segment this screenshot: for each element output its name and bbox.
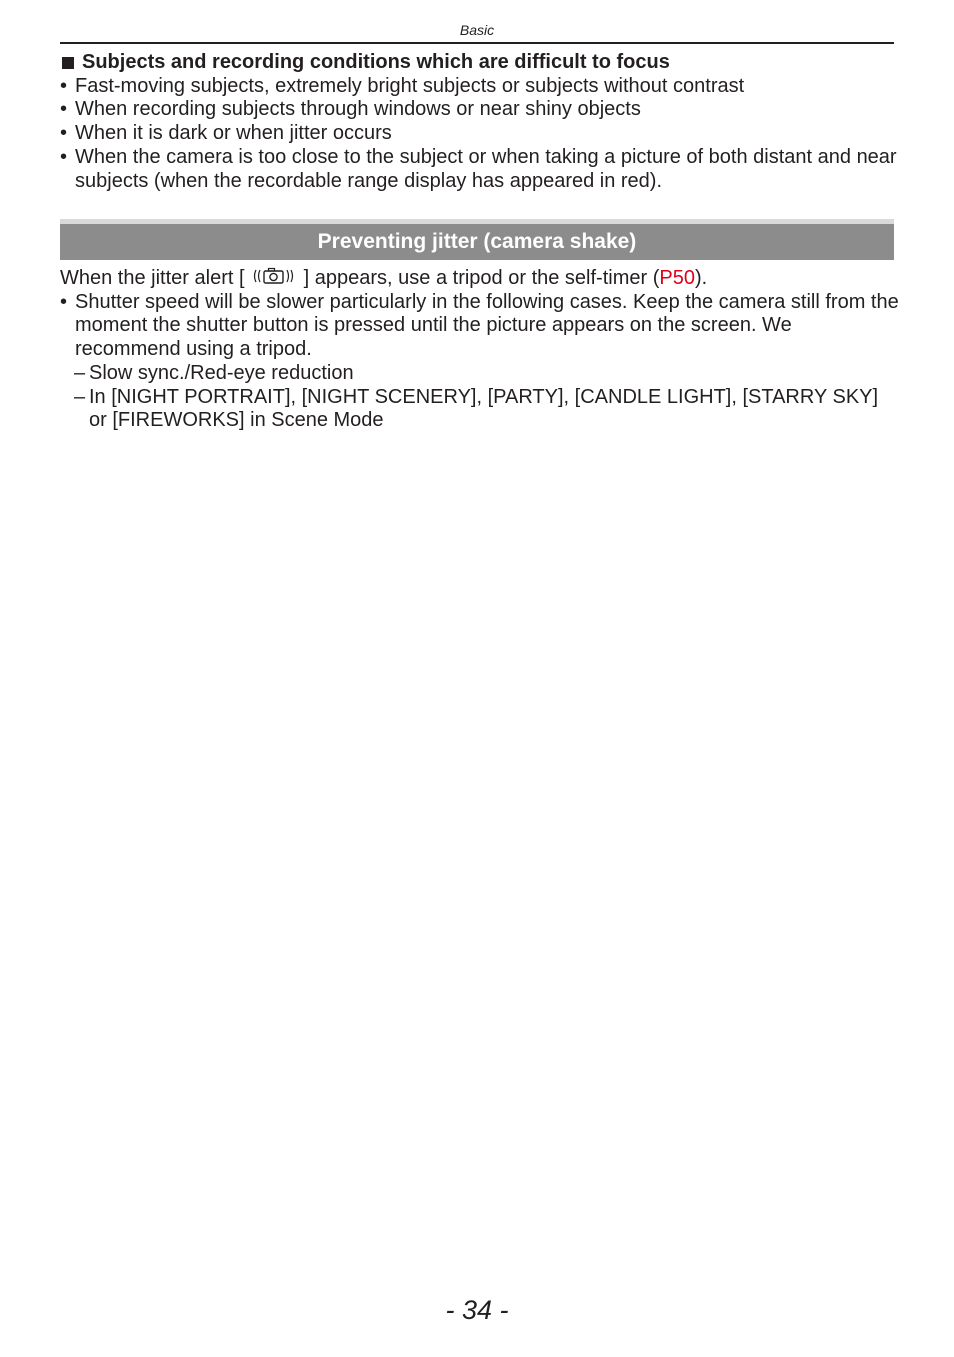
focus-subheading-text: Subjects and recording conditions which are difficult to focus	[82, 51, 670, 73]
jitter-section	[60, 266, 900, 433]
list-item	[60, 291, 900, 362]
list-item-text: Shutter speed will be slower particularly in the following cases. Keep the camera still from the moment the shutter button is pressed until the picture appears on the screen. We recommend using a tripod.	[75, 290, 899, 361]
bullet-icon: •	[60, 74, 68, 97]
jitter-alert-icon	[252, 266, 296, 286]
list-item-text: When recording subjects through windows or near shiny objects	[75, 98, 641, 121]
bullet-icon: •	[60, 122, 68, 145]
list-item	[60, 98, 900, 122]
jitter-section-title: Preventing jitter (camera shake)	[60, 224, 894, 260]
list-item-text: Fast-moving subjects, extremely bright subjects or subjects without contrast	[75, 74, 745, 97]
jitter-section-banner	[60, 219, 894, 260]
page-number: - 34 -	[445, 1295, 509, 1325]
running-header: Basic	[459, 22, 495, 38]
dash-icon: –	[74, 361, 86, 384]
list-item	[60, 122, 900, 146]
focus-subheading	[60, 51, 900, 75]
black-square-icon	[62, 57, 74, 69]
jitter-intro-end: ).	[694, 267, 708, 289]
list-item	[60, 146, 900, 193]
sub-list-item-text: In [NIGHT PORTRAIT], [NIGHT SCENERY], [PARTY], [CANDLE LIGHT], [STARRY SKY] or [FIREWORKS] in Scene Mode	[89, 385, 879, 432]
bullet-icon: •	[60, 98, 68, 121]
bullet-icon: •	[60, 290, 68, 313]
header-rule	[60, 42, 894, 44]
list-item-text: When the camera is too close to the subject or when taking a picture of both distant and near subjects (when the recordable range display has appeared in red).	[75, 145, 897, 192]
dash-icon: –	[74, 385, 86, 408]
page-reference-link[interactable]: P50	[659, 267, 695, 289]
list-item-text: When it is dark or when jitter occurs	[75, 122, 392, 145]
list-item	[60, 75, 900, 99]
sub-list-item	[60, 386, 900, 433]
jitter-intro-text: ] appears, use a tripod or the self-timer (	[303, 267, 660, 289]
jitter-intro-text: When the jitter alert [	[60, 267, 245, 289]
sub-list-item-text: Slow sync./Red-eye reduction	[89, 361, 354, 384]
bullet-icon: •	[60, 145, 68, 168]
focus-section	[60, 51, 900, 193]
sub-list-item	[60, 362, 900, 386]
jitter-intro	[60, 266, 900, 291]
